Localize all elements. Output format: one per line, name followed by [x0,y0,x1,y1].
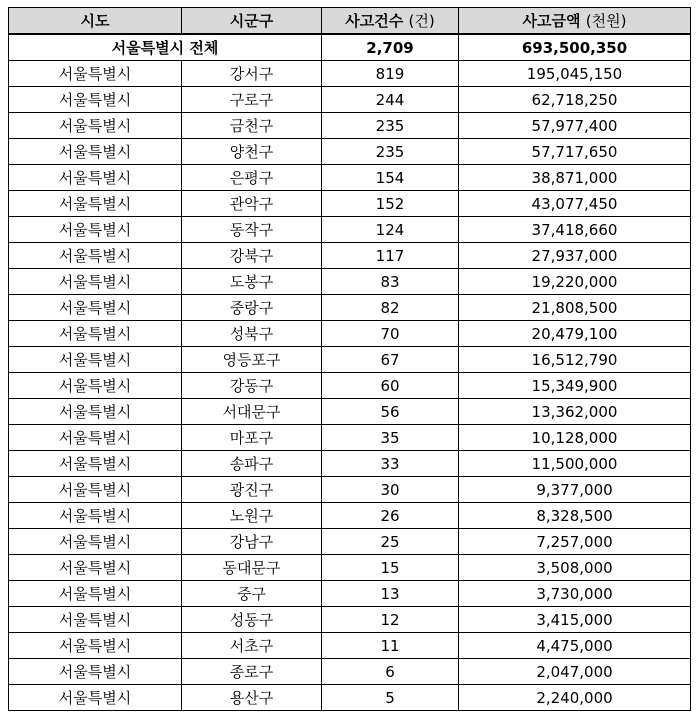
cell-sido: 서울특별시 [9,321,182,347]
cell-count: 124 [322,217,459,243]
total-count: 2,709 [322,34,459,61]
cell-amount: 4,475,000 [459,633,691,659]
table-row [9,269,691,295]
header-sido-label: 시도 [80,12,110,30]
cell-sigungu: 강서구 [182,61,322,87]
cell-sido: 서울특별시 [9,477,182,503]
header-sigungu [182,8,322,35]
cell-count: 235 [322,113,459,139]
cell-sido: 서울특별시 [9,243,182,269]
table-row [9,529,691,555]
cell-sigungu: 동대문구 [182,555,322,581]
cell-count: 60 [322,373,459,399]
cell-count: 244 [322,87,459,113]
cell-sigungu: 용산구 [182,685,322,711]
table-header [9,8,691,35]
cell-amount: 2,047,000 [459,659,691,685]
cell-sigungu: 영등포구 [182,347,322,373]
cell-amount: 19,220,000 [459,269,691,295]
table-row [9,321,691,347]
table-row [9,685,691,711]
cell-sigungu: 강남구 [182,529,322,555]
table-row [9,399,691,425]
cell-amount: 37,418,660 [459,217,691,243]
cell-amount: 9,377,000 [459,477,691,503]
cell-count: 25 [322,529,459,555]
table-row [9,165,691,191]
cell-count: 6 [322,659,459,685]
header-sido [9,8,182,35]
cell-sido: 서울특별시 [9,685,182,711]
table-row [9,61,691,87]
cell-sigungu: 서초구 [182,633,322,659]
cell-sido: 서울특별시 [9,529,182,555]
cell-amount: 3,508,000 [459,555,691,581]
cell-sigungu: 관악구 [182,191,322,217]
cell-count: 82 [322,295,459,321]
cell-sigungu: 중랑구 [182,295,322,321]
cell-amount: 57,977,400 [459,113,691,139]
cell-count: 819 [322,61,459,87]
cell-amount: 2,240,000 [459,685,691,711]
cell-sido: 서울특별시 [9,165,182,191]
table-row [9,477,691,503]
cell-amount: 62,718,250 [459,87,691,113]
cell-sigungu: 광진구 [182,477,322,503]
table-row [9,451,691,477]
header-count-unit: (건) [408,12,435,30]
cell-sido: 서울특별시 [9,373,182,399]
cell-count: 26 [322,503,459,529]
cell-count: 83 [322,269,459,295]
header-count [322,8,459,35]
cell-count: 5 [322,685,459,711]
cell-sido: 서울특별시 [9,217,182,243]
header-amount [459,8,691,35]
cell-count: 67 [322,347,459,373]
cell-sigungu: 은평구 [182,165,322,191]
cell-sido: 서울특별시 [9,425,182,451]
header-count-label: 사고건수 [345,12,404,30]
cell-amount: 27,937,000 [459,243,691,269]
cell-sido: 서울특별시 [9,399,182,425]
cell-sido: 서울특별시 [9,659,182,685]
cell-sido: 서울특별시 [9,607,182,633]
cell-sido: 서울특별시 [9,503,182,529]
cell-sido: 서울특별시 [9,191,182,217]
cell-sigungu: 마포구 [182,425,322,451]
cell-sigungu: 금천구 [182,113,322,139]
table-row [9,243,691,269]
cell-amount: 16,512,790 [459,347,691,373]
table-body [9,34,691,711]
cell-sido: 서울특별시 [9,61,182,87]
table-row [9,139,691,165]
cell-sigungu: 동작구 [182,217,322,243]
cell-sigungu: 강동구 [182,373,322,399]
table-row [9,633,691,659]
cell-amount: 7,257,000 [459,529,691,555]
table-row [9,425,691,451]
cell-amount: 10,128,000 [459,425,691,451]
cell-sido: 서울특별시 [9,87,182,113]
table-row [9,581,691,607]
table-row [9,295,691,321]
cell-amount: 57,717,650 [459,139,691,165]
cell-amount: 3,730,000 [459,581,691,607]
cell-sido: 서울특별시 [9,451,182,477]
cell-sido: 서울특별시 [9,581,182,607]
cell-sido: 서울특별시 [9,633,182,659]
cell-count: 56 [322,399,459,425]
cell-sigungu: 노원구 [182,503,322,529]
cell-count: 152 [322,191,459,217]
cell-count: 35 [322,425,459,451]
cell-sido: 서울특별시 [9,139,182,165]
cell-count: 15 [322,555,459,581]
total-label: 서울특별시 전체 [9,34,322,61]
cell-amount: 21,808,500 [459,295,691,321]
cell-sigungu: 도봉구 [182,269,322,295]
cell-count: 30 [322,477,459,503]
cell-amount: 13,362,000 [459,399,691,425]
cell-sigungu: 중구 [182,581,322,607]
total-row [9,34,691,61]
cell-sigungu: 강북구 [182,243,322,269]
table-row [9,659,691,685]
table-row [9,373,691,399]
table-row [9,555,691,581]
cell-sido: 서울특별시 [9,295,182,321]
cell-amount: 38,871,000 [459,165,691,191]
table-row [9,87,691,113]
cell-count: 117 [322,243,459,269]
cell-amount: 15,349,900 [459,373,691,399]
header-amount-unit: (천원) [585,12,627,30]
cell-sigungu: 송파구 [182,451,322,477]
cell-sido: 서울특별시 [9,113,182,139]
cell-sigungu: 종로구 [182,659,322,685]
table-row [9,217,691,243]
cell-count: 33 [322,451,459,477]
cell-count: 70 [322,321,459,347]
cell-count: 235 [322,139,459,165]
table-row [9,503,691,529]
accident-table [8,7,691,711]
cell-amount: 11,500,000 [459,451,691,477]
table-row [9,607,691,633]
cell-sigungu: 구로구 [182,87,322,113]
cell-sigungu: 양천구 [182,139,322,165]
header-sigungu-label: 시군구 [229,12,274,30]
cell-amount: 195,045,150 [459,61,691,87]
cell-sigungu: 성북구 [182,321,322,347]
cell-sigungu: 성동구 [182,607,322,633]
cell-amount: 8,328,500 [459,503,691,529]
cell-amount: 20,479,100 [459,321,691,347]
cell-count: 13 [322,581,459,607]
cell-amount: 3,415,000 [459,607,691,633]
cell-sigungu: 서대문구 [182,399,322,425]
table-row [9,347,691,373]
table-row [9,113,691,139]
cell-count: 11 [322,633,459,659]
cell-sido: 서울특별시 [9,347,182,373]
header-row [9,8,691,35]
cell-amount: 43,077,450 [459,191,691,217]
cell-sido: 서울특별시 [9,555,182,581]
cell-count: 154 [322,165,459,191]
cell-sido: 서울특별시 [9,269,182,295]
total-amount: 693,500,350 [459,34,691,61]
header-amount-label: 사고금액 [522,12,581,30]
table-row [9,191,691,217]
cell-count: 12 [322,607,459,633]
